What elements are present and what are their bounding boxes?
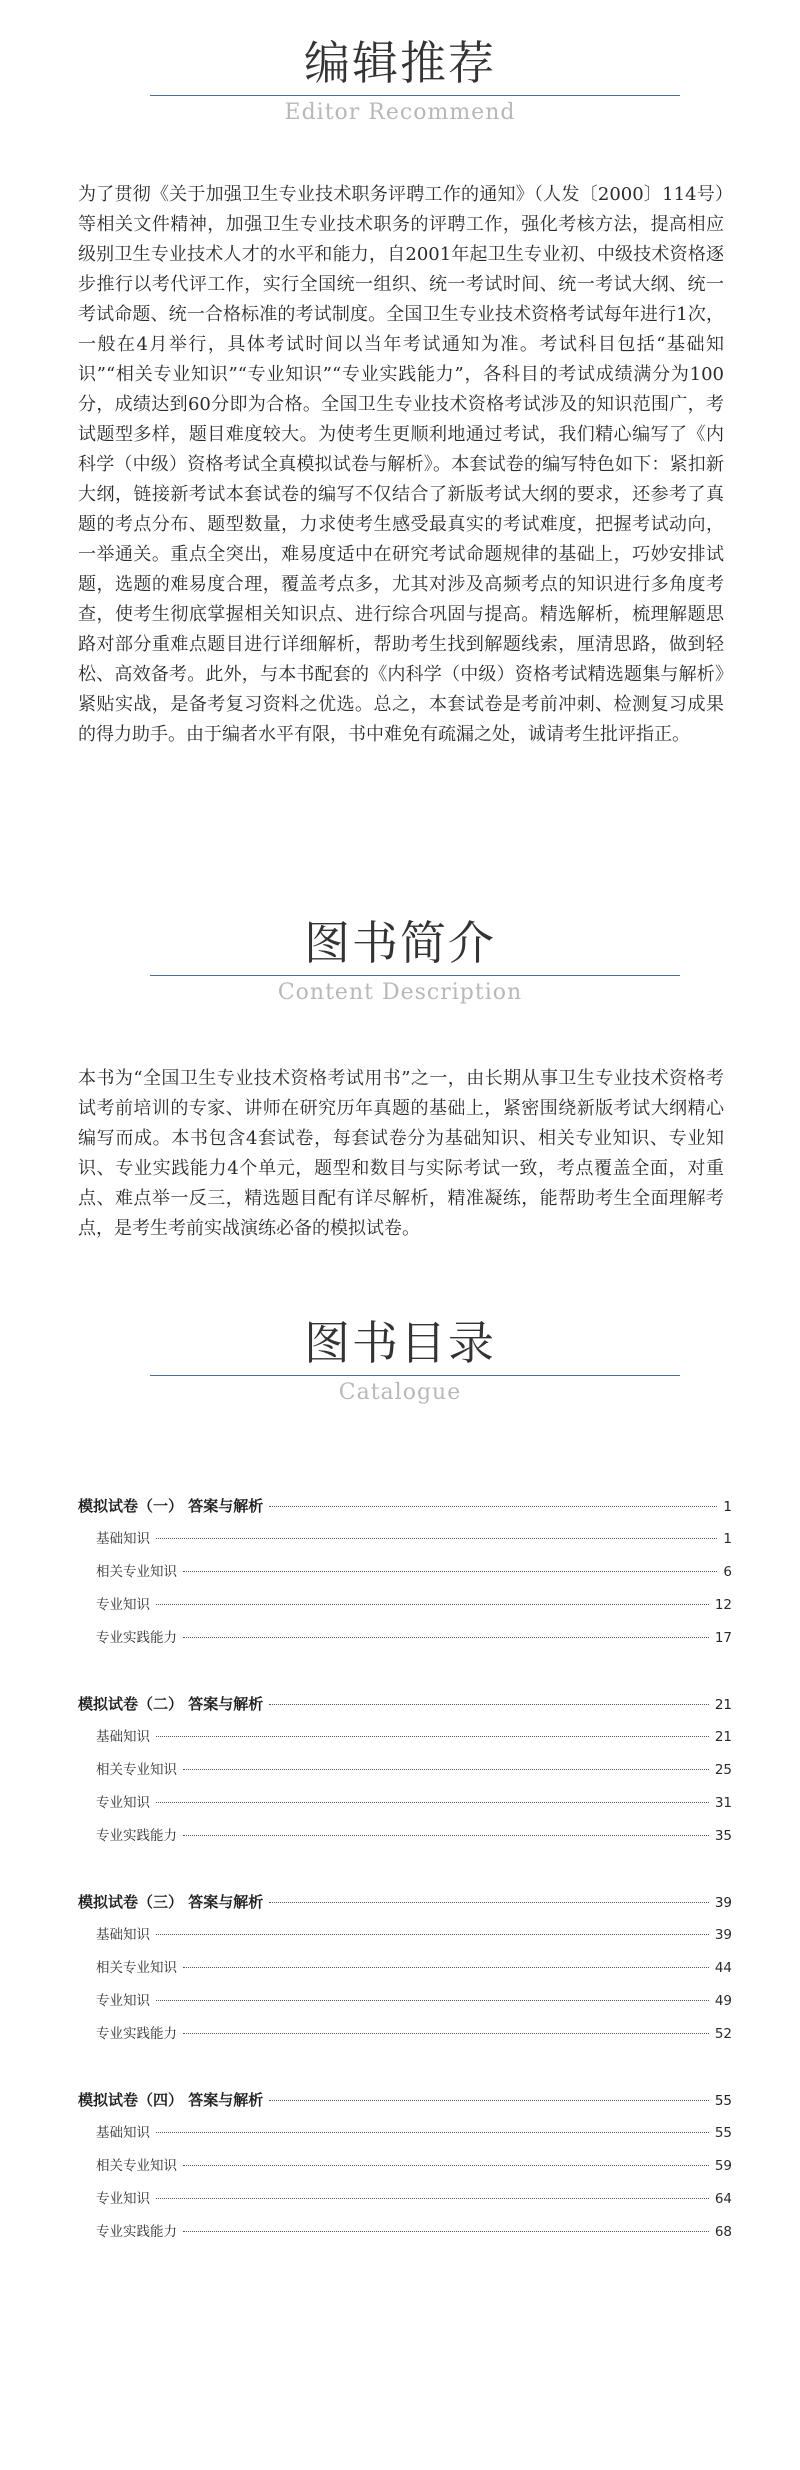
toc-entry-label: 相关专业知识 (96, 2158, 177, 2174)
toc-entry[interactable] (78, 2018, 732, 2051)
toc-page-number: 64 (714, 2191, 732, 2207)
toc-entry[interactable] (78, 1589, 732, 1622)
toc-page-number: 39 (714, 1927, 732, 1943)
toc-entry-label: 相关专业知识 (96, 1762, 177, 1778)
toc-leader-dots (183, 1835, 709, 1836)
toc-page-number: 6 (723, 1564, 732, 1580)
catalogue-header (0, 1316, 800, 1410)
toc-entry-label: 专业知识 (96, 1597, 150, 1613)
toc-leader-dots (269, 2100, 709, 2101)
toc-entry-label: 基础知识 (96, 1531, 150, 1547)
toc-leader-dots (156, 2132, 709, 2133)
toc-page-number: 55 (714, 2093, 732, 2109)
toc-entry[interactable] (78, 1523, 732, 1556)
editor-header (0, 36, 800, 130)
toc-chapter-3[interactable] (78, 1886, 732, 1919)
toc-leader-dots (156, 1604, 709, 1605)
toc-page-number: 1 (723, 1531, 732, 1547)
toc-entry-label: 专业实践能力 (96, 1828, 177, 1844)
toc-page-number: 35 (714, 1828, 732, 1844)
toc-chapter-2[interactable] (78, 1688, 732, 1721)
toc-entry-label: 专业知识 (96, 1993, 150, 2009)
toc-entry[interactable] (78, 1952, 732, 1985)
toc-page-number: 21 (714, 1697, 732, 1713)
toc-group (78, 1688, 732, 1853)
toc-chapter-1[interactable] (78, 1490, 732, 1523)
toc-entry[interactable] (78, 2117, 732, 2150)
toc-leader-dots (183, 2165, 709, 2166)
toc-chapter-4[interactable] (78, 2084, 732, 2117)
toc-page-number: 55 (714, 2125, 732, 2141)
toc-entry-label: 专业实践能力 (96, 1630, 177, 1646)
catalogue-divider (150, 1375, 680, 1376)
content-header (0, 916, 800, 1010)
catalogue-subtitle: Catalogue (338, 1380, 462, 1405)
toc-group (78, 1490, 732, 1655)
content-divider (150, 975, 680, 976)
toc-leader-dots (183, 1571, 717, 1572)
table-of-contents (78, 1490, 732, 2282)
toc-entry[interactable] (78, 1556, 732, 1589)
content-paragraph: 本书为“全国卫生专业技术资格考试用书”之一，由长期从事卫生专业技术资格考试考前培训的专家、讲师在研究历年真题的基础上，紧密围绕新版考试大纲精心编写而成。本书包含4套试卷，每套试卷分为基础知识、相关专业知识、专业知识、专业实践能力4个单元，题型和数目与实际考试一致，考点覆盖全面，对重点、难点举一反三，精选题目配有详尽解析，精准凝练，能帮助考生全面理解考点，是考生考前实战演练必备的模拟试卷。 (78, 1068, 724, 1239)
toc-entry-label: 基础知识 (96, 1729, 150, 1745)
toc-entry-label: 相关专业知识 (96, 1960, 177, 1976)
content-title: 图书简介 (304, 916, 496, 970)
toc-page-number: 17 (714, 1630, 732, 1646)
toc-entry[interactable] (78, 1820, 732, 1853)
toc-entry[interactable] (78, 1622, 732, 1655)
toc-page-number: 12 (714, 1597, 732, 1613)
toc-leader-dots (269, 1902, 709, 1903)
toc-page-number: 25 (714, 1762, 732, 1778)
toc-page-number: 59 (714, 2158, 732, 2174)
toc-leader-dots (156, 1934, 709, 1935)
toc-leader-dots (183, 1967, 709, 1968)
toc-page-number: 1 (723, 1499, 732, 1515)
toc-entry-label: 专业实践能力 (96, 2026, 177, 2042)
toc-entry[interactable] (78, 2183, 732, 2216)
toc-group (78, 2084, 732, 2249)
toc-entry[interactable] (78, 1985, 732, 2018)
toc-group (78, 1886, 732, 2051)
catalogue-title: 图书目录 (304, 1316, 496, 1370)
toc-leader-dots (156, 1736, 709, 1737)
toc-entry-label: 基础知识 (96, 1927, 150, 1943)
toc-page-number: 21 (714, 1729, 732, 1745)
toc-leader-dots (183, 1769, 709, 1770)
toc-entry[interactable] (78, 1721, 732, 1754)
toc-entry-label: 专业实践能力 (96, 2224, 177, 2240)
toc-entry-label: 专业知识 (96, 1795, 150, 1811)
editor-subtitle: Editor Recommend (284, 100, 516, 125)
toc-entry[interactable] (78, 2216, 732, 2249)
toc-leader-dots (183, 2033, 709, 2034)
toc-page-number: 52 (714, 2026, 732, 2042)
content-subtitle: Content Description (277, 980, 523, 1005)
editor-divider (150, 95, 680, 96)
toc-page-number: 49 (714, 1993, 732, 2009)
toc-chapter-label: 模拟试卷（三） 答案与解析 (78, 1893, 264, 1911)
toc-page-number: 31 (714, 1795, 732, 1811)
toc-entry[interactable] (78, 2150, 732, 2183)
toc-entry[interactable] (78, 1754, 732, 1787)
toc-leader-dots (269, 1506, 717, 1507)
toc-page-number: 44 (714, 1960, 732, 1976)
editor-title: 编辑推荐 (304, 36, 496, 90)
toc-entry[interactable] (78, 1919, 732, 1952)
toc-entry-label: 专业知识 (96, 2191, 150, 2207)
toc-leader-dots (183, 1637, 709, 1638)
toc-leader-dots (156, 1538, 717, 1539)
toc-page-number: 68 (714, 2224, 732, 2240)
toc-leader-dots (156, 1802, 709, 1803)
toc-leader-dots (156, 2198, 709, 2199)
toc-chapter-label: 模拟试卷（一） 答案与解析 (78, 1497, 264, 1515)
toc-entry[interactable] (78, 1787, 732, 1820)
toc-leader-dots (269, 1704, 709, 1705)
toc-entry-label: 基础知识 (96, 2125, 150, 2141)
toc-entry-label: 相关专业知识 (96, 1564, 177, 1580)
toc-chapter-label: 模拟试卷（二） 答案与解析 (78, 1695, 264, 1713)
editor-paragraph: 为了贯彻《关于加强卫生专业技术职务评聘工作的通知》（人发〔2000〕114号）等相关文件精神，加强卫生专业技术职务的评聘工作，强化考核方法，提高相应级别卫生专业技术人才的水平和能力，自2001年起卫生专业初、中级技术资格逐步推行以考代评工作，实行全国统一组织、统一考试时间、统一考试大纲、统一考试命题、统一合格标准的考试制度。全国卫生专业技术资格考试每年进行1次，一般在4月举行，具体考试时间以当年考试通知为准。考试科目包括“基础知识”“相关专业知识”“专业知识”“专业实践能力”，各科目的考试成绩满分为100分，成绩达到60分即为合格。全国卫生专业技术资格考试涉及的知识范围广，考试题型多样，题目难度较大。为使考生更顺利地通过考试，我们精心编写了《内科学（中级）资格考试全真模拟试卷与解析》。本套试卷的编写特色如下：紧扣新大纲，链接新考试本套试卷的编写不仅结合了新版考试大纲的要求，还参考了真题的考点分布、题型数量，力求使考生感受最真实的考试难度，把握考试动向，一举通关。重点全突出，难易度适中在研究考试命题规律的基础上，巧妙安排试题，选题的难易度合理，覆盖考点多，尤其对涉及高频考点的知识进行多角度考查，使考生彻底掌握相关知识点、进行综合巩固与提高。精选解析，梳理解题思路对部分重难点题目进行详细解析，帮助考生找到解题线索，厘清思路，做到轻松、高效备考。此外，与本书配套的《内科学（中级）资格考试精选题集与解析》紧贴实战，是备考复习资料之优选。总之，本套试卷是考前冲刺、检测复习成果的得力助手。由于编者水平有限，书中难免有疏漏之处，诚请考生批评指正。 (78, 184, 724, 745)
toc-leader-dots (156, 2000, 709, 2001)
toc-chapter-label: 模拟试卷（四） 答案与解析 (78, 2091, 264, 2109)
toc-leader-dots (183, 2231, 709, 2232)
toc-page-number: 39 (714, 1895, 732, 1911)
